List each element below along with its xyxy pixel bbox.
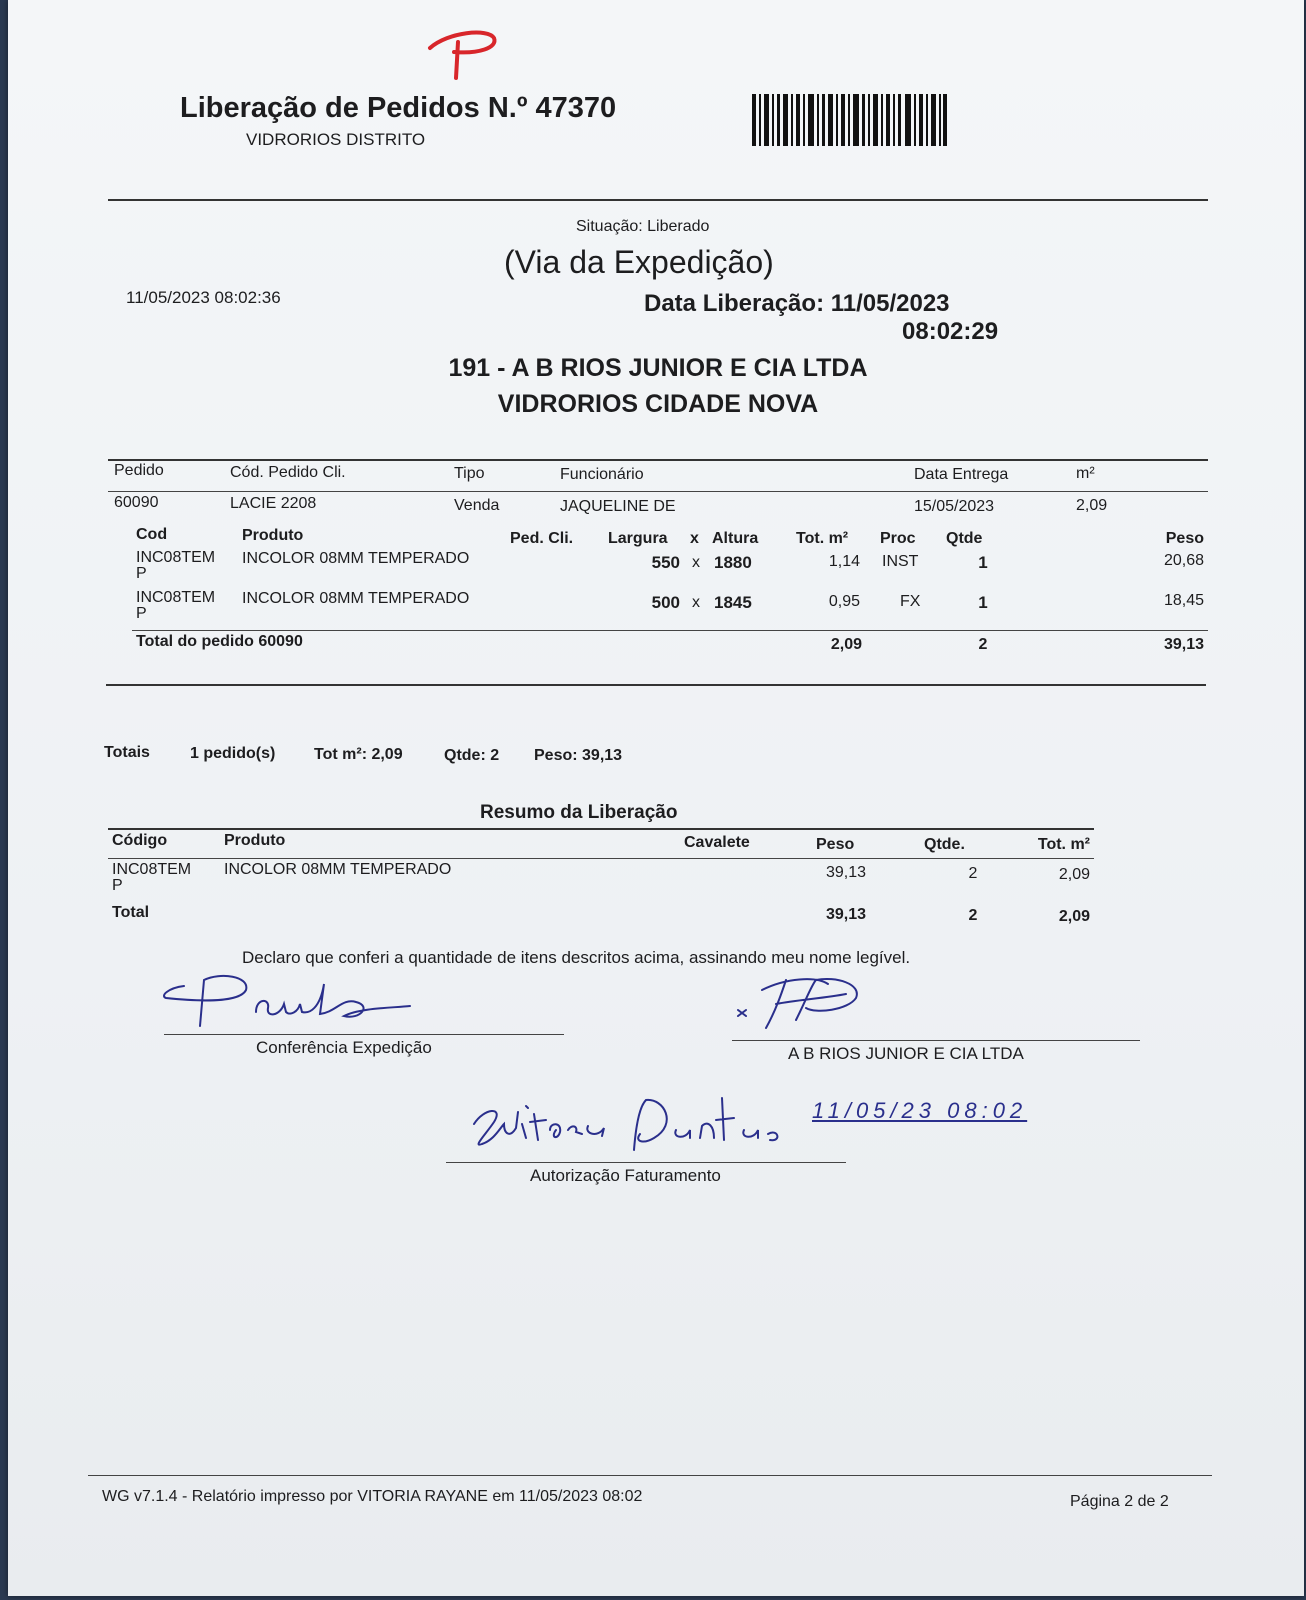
declaration-text: Declaro que conferi a quantidade de itens descritos acima, assinando meu nome legível.: [242, 948, 911, 967]
situacao-text: Situação: Liberado: [576, 218, 710, 235]
item-1-produto: INCOLOR 08MM TEMPERADO: [242, 550, 470, 567]
via-text: (Via da Expedição): [504, 244, 774, 280]
data-liberacao: Data Liberação: 11/05/2023: [644, 290, 950, 317]
item-2-proc: FX: [900, 593, 921, 610]
resumo-row-tot-m2: 2,09: [1058, 866, 1090, 883]
item-1-cod: INC08TEM: [136, 549, 216, 566]
order-m2: 2,09: [1076, 497, 1108, 514]
footer-page-number: Página 2 de 2: [1070, 1493, 1169, 1510]
order-header-rule: [108, 491, 1208, 492]
order-bottom-rule: [106, 684, 1206, 686]
signature-line-auth: [446, 1162, 846, 1163]
item-1-largura: 550: [651, 553, 680, 572]
item-1-altura: 1880: [714, 553, 752, 572]
resumo-col-cavalete: Cavalete: [684, 834, 750, 851]
item-1-x: x: [692, 554, 700, 571]
items-col-produto: Produto: [242, 527, 304, 544]
order-total-m2: 2,09: [830, 636, 862, 653]
footer-rule: [88, 1475, 1212, 1476]
items-col-qtde: Qtde: [946, 530, 983, 547]
col-funcionario: Funcionário: [560, 466, 644, 483]
col-m2: m²: [1076, 465, 1095, 482]
data-liberacao-time: 08:02:29: [902, 318, 999, 345]
col-pedido: Pedido: [114, 462, 164, 479]
order-total-peso: 39,13: [1163, 636, 1204, 653]
resumo-total-label: Total: [112, 904, 150, 921]
resumo-col-produto: Produto: [224, 832, 286, 849]
resumo-col-codigo: Código: [112, 832, 168, 849]
signature-conferencia: [160, 968, 430, 1034]
client-store: VIDRORIOS CIDADE NOVA: [497, 390, 819, 418]
totais-label: Totais: [104, 744, 150, 761]
footer-report-info: WG v7.1.4 - Relatório impresso por VITORIA RAYANE em 11/05/2023 08:02: [102, 1488, 643, 1505]
handwritten-date: 11/05/23 08:02: [812, 1098, 1028, 1123]
handwritten-p-mark: [428, 28, 508, 88]
item-2-qtde: 1: [978, 593, 988, 612]
col-data-entrega: Data Entrega: [914, 466, 1009, 483]
item-2-peso: 18,45: [1163, 592, 1204, 609]
order-tipo: Venda: [454, 497, 500, 514]
resumo-header-rule: [108, 858, 1094, 859]
items-col-tot-m2: Tot. m²: [796, 530, 849, 547]
signature-label-auth: Autorização Faturamento: [530, 1166, 721, 1185]
signature-client: [736, 970, 886, 1034]
item-1-tot-m2: 1,14: [828, 553, 860, 570]
resumo-row-codigo-wrap: P: [112, 877, 123, 894]
items-col-peso: Peso: [1165, 530, 1204, 547]
header-rule: [108, 199, 1208, 201]
items-col-altura: Altura: [712, 530, 759, 547]
order-top-rule: [108, 459, 1208, 461]
resumo-col-qtde: Qtde.: [924, 836, 965, 853]
resumo-row-codigo: INC08TEM: [112, 861, 192, 878]
document-page: [8, 0, 1304, 1596]
client-name: 191 - A B RIOS JUNIOR E CIA LTDA: [448, 354, 868, 382]
signature-line-right: [732, 1040, 1140, 1041]
item-1-cod-wrap: P: [136, 565, 147, 582]
item-2-largura: 500: [651, 593, 680, 612]
col-tipo: Tipo: [454, 465, 485, 482]
signature-label-right: A B RIOS JUNIOR E CIA LTDA: [788, 1044, 1024, 1063]
signature-autorizacao: [464, 1094, 794, 1164]
order-total-label: Total do pedido 60090: [136, 633, 303, 650]
resumo-total-peso: 39,13: [825, 906, 866, 923]
totais-m2: Tot m²: 2,09: [314, 746, 403, 763]
barcode: [752, 94, 947, 146]
resumo-total-qtde: 2: [968, 907, 978, 924]
totais-pedidos: 1 pedido(s): [190, 745, 276, 762]
items-col-ped-cli: Ped. Cli.: [510, 530, 574, 547]
order-cod-cli: LACIE 2208: [230, 495, 317, 512]
item-1-peso: 20,68: [1163, 552, 1204, 569]
resumo-row-produto: INCOLOR 08MM TEMPERADO: [224, 861, 452, 878]
col-cod-pedido-cli: Cód. Pedido Cli.: [230, 464, 346, 481]
totais-peso: Peso: 39,13: [534, 747, 623, 764]
item-2-x: x: [692, 594, 700, 611]
printed-timestamp: 11/05/2023 08:02:36: [126, 288, 281, 307]
item-2-altura: 1845: [714, 593, 752, 612]
document-subtitle: VIDRORIOS DISTRITO: [246, 130, 426, 149]
items-col-largura: Largura: [608, 530, 668, 547]
resumo-title: Resumo da Liberação: [480, 802, 678, 823]
items-col-x: x: [690, 530, 699, 547]
items-col-proc: Proc: [880, 530, 916, 547]
item-2-cod-wrap: P: [136, 605, 147, 622]
resumo-row-qtde: 2: [968, 865, 978, 882]
order-data-entrega: 15/05/2023: [914, 498, 995, 515]
items-col-cod: Cod: [136, 526, 168, 543]
item-1-proc: INST: [882, 553, 919, 570]
order-funcionario: JAQUELINE DE: [560, 498, 676, 515]
resumo-col-peso: Peso: [816, 836, 855, 853]
item-2-cod: INC08TEM: [136, 589, 216, 606]
totais-qtde: Qtde: 2: [444, 747, 500, 764]
resumo-row-peso: 39,13: [825, 864, 866, 881]
item-2-tot-m2: 0,95: [828, 593, 860, 610]
document-title: Liberação de Pedidos N.º 47370: [180, 92, 617, 124]
item-2-produto: INCOLOR 08MM TEMPERADO: [242, 590, 470, 607]
signature-line-left: [164, 1034, 564, 1035]
order-pedido: 60090: [114, 494, 159, 511]
signature-label-left: Conferência Expedição: [256, 1038, 432, 1057]
resumo-total-tot-m2: 2,09: [1058, 908, 1090, 925]
item-1-qtde: 1: [978, 553, 988, 572]
order-total-rule: [132, 630, 1208, 631]
order-total-qtde: 2: [978, 636, 988, 653]
resumo-col-tot-m2: Tot. m²: [1037, 836, 1090, 853]
resumo-top-rule: [108, 828, 1094, 830]
